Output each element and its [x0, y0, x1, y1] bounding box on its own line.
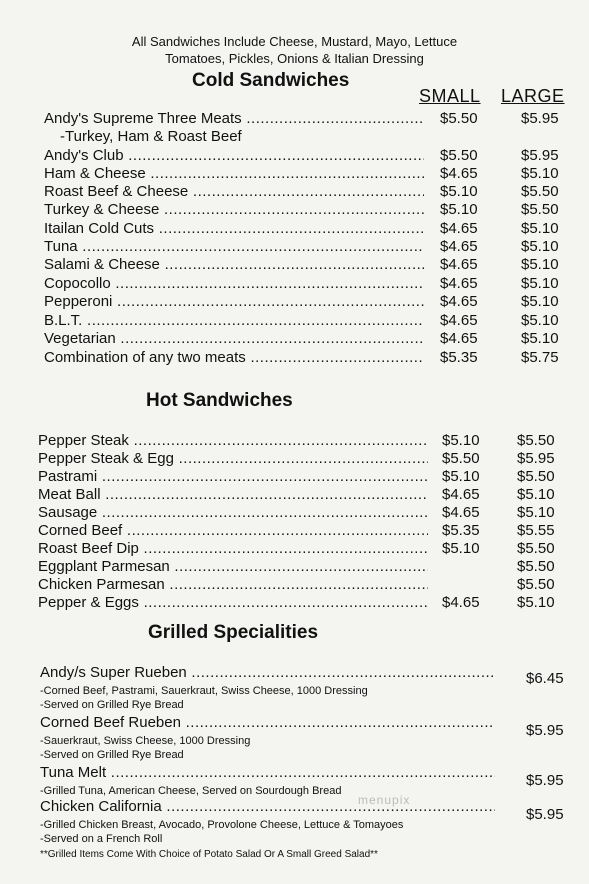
cold-small-price: $4.65 [440, 238, 478, 255]
cold-small-price: $4.65 [440, 293, 478, 310]
grilled-item-detail: -Corned Beef, Pastrami, Sauerkraut, Swiss Cheese, 1000 Dressing [40, 685, 368, 697]
cold-small-price: $5.10 [440, 201, 478, 218]
hot-large-price: $5.95 [517, 450, 555, 467]
hot-small-price: $5.10 [442, 540, 480, 557]
cold-item-row [44, 110, 581, 128]
hot-item-name: Pepper Steak & Egg ..... [38, 450, 428, 468]
cold-large-price: $5.10 [521, 165, 559, 182]
cold-small-price: $5.35 [440, 349, 478, 366]
cold-item-name: Pepperoni ..... [44, 293, 424, 311]
hot-large-price: $5.10 [517, 486, 555, 503]
cold-item-name: Tuna ..... [44, 238, 424, 256]
cold-item-row [44, 220, 581, 238]
cold-item-row [44, 293, 581, 311]
cold-large-price: $5.10 [521, 220, 559, 237]
hot-item-row [38, 504, 577, 522]
cold-small-price: $4.65 [440, 256, 478, 273]
grilled-item-detail: -Served on Grilled Rye Bread [40, 749, 184, 761]
hot-item-name: Roast Beef Dip ..... [38, 540, 428, 558]
cold-item-name: Copocollo ..... [44, 275, 424, 293]
hot-item-name: Eggplant Parmesan ..... [38, 558, 428, 576]
cold-large-price: $5.95 [521, 110, 559, 127]
hot-item-name: Pepper & Eggs ..... [38, 594, 428, 612]
cold-large-price: $5.50 [521, 183, 559, 200]
hot-item-name: Pepper Steak ..... [38, 432, 428, 450]
cold-item-row [44, 165, 581, 183]
hot-small-price: $4.65 [442, 504, 480, 521]
hot-large-price: $5.50 [517, 432, 555, 449]
grilled-item-price: $5.95 [526, 806, 564, 823]
hot-large-price: $5.10 [517, 594, 555, 611]
hot-item-name: Chicken Parmesan ..... [38, 576, 428, 594]
supreme-sub-line: -Turkey, Ham & Roast Beef [60, 128, 242, 145]
hot-item-row [38, 468, 577, 486]
hot-item-name: Corned Beef ..... [38, 522, 428, 540]
cold-small-price: $5.50 [440, 147, 478, 164]
cold-item-name: Andy's Supreme Three Meats ..... [44, 110, 424, 128]
hot-large-price: $5.50 [517, 576, 555, 593]
cold-large-price: $5.75 [521, 349, 559, 366]
cold-small-price: $4.65 [440, 165, 478, 182]
watermark: menupix [358, 793, 411, 807]
grilled-item-price: $5.95 [526, 772, 564, 789]
cold-item-row [44, 238, 581, 256]
hot-item-name: Pastrami ..... [38, 468, 428, 486]
grilled-item-name: Chicken California ..... [40, 798, 495, 816]
cold-item-name: Salami & Cheese ..... [44, 256, 424, 274]
hot-large-price: $5.50 [517, 558, 555, 575]
hot-item-row [38, 576, 577, 594]
hot-small-price: $5.10 [442, 468, 480, 485]
cold-item-name: Ham & Cheese ..... [44, 165, 424, 183]
cold-item-row [44, 312, 581, 330]
grilled-item-row [40, 764, 570, 789]
cold-large-price: $5.10 [521, 256, 559, 273]
cold-large-price: $5.10 [521, 330, 559, 347]
hot-item-row [38, 486, 577, 504]
grilled-item-row [40, 664, 570, 687]
grilled-item-detail: -Grilled Tuna, American Cheese, Served on Sourdough Bread [40, 785, 342, 797]
cold-item-name: Vegetarian ..... [44, 330, 424, 348]
cold-item-name: Roast Beef & Cheese ..... [44, 183, 424, 201]
hot-item-name: Meat Ball ..... [38, 486, 428, 504]
hot-item-name: Sausage ..... [38, 504, 428, 522]
cold-item-row [44, 256, 581, 274]
large-column-header: LARGE [501, 86, 565, 106]
hot-small-price: $4.65 [442, 594, 480, 611]
grilled-specialities-title: Grilled Specialities [148, 622, 319, 643]
hot-large-price: $5.55 [517, 522, 555, 539]
cold-large-price: $5.10 [521, 312, 559, 329]
hot-item-row [38, 450, 577, 468]
cold-small-price: $5.10 [440, 183, 478, 200]
cold-item-row [44, 183, 581, 201]
cold-large-price: $5.95 [521, 147, 559, 164]
grilled-footnote: **Grilled Items Come With Choice of Potato Salad Or A Small Greed Salad** [40, 849, 378, 860]
grilled-item-price: $5.95 [526, 722, 564, 739]
cold-small-price: $4.65 [440, 330, 478, 347]
hot-item-row [38, 594, 577, 612]
hot-small-price: $4.65 [442, 486, 480, 503]
hot-item-row [38, 540, 577, 558]
cold-item-name: B.L.T. ..... [44, 312, 424, 330]
hot-small-price: $5.10 [442, 432, 480, 449]
grilled-item-detail: -Served on a French Roll [40, 833, 163, 845]
cold-small-price: $4.65 [440, 220, 478, 237]
cold-small-price: $4.65 [440, 312, 478, 329]
cold-large-price: $5.10 [521, 238, 559, 255]
hot-large-price: $5.50 [517, 540, 555, 557]
cold-large-price: $5.50 [521, 201, 559, 218]
cold-item-row [44, 147, 581, 165]
hot-item-row [38, 432, 577, 450]
cold-large-price: $5.10 [521, 293, 559, 310]
cold-small-price: $5.50 [440, 110, 478, 127]
cold-item-name: Itailan Cold Cuts ..... [44, 220, 424, 238]
hot-sandwiches-title: Hot Sandwiches [146, 390, 293, 411]
hot-large-price: $5.10 [517, 504, 555, 521]
cold-item-row [44, 349, 581, 367]
grilled-item-row [40, 798, 570, 823]
cold-item-row [44, 201, 581, 219]
grilled-item-name: Corned Beef Rueben ..... [40, 714, 495, 732]
cold-item-row [44, 330, 581, 348]
intro-line-1: All Sandwiches Include Cheese, Mustard, Mayo, Lettuce [131, 34, 458, 49]
hot-small-price: $5.50 [442, 450, 480, 467]
grilled-item-name: Andy/s Super Rueben ..... [40, 664, 495, 682]
hot-item-row [38, 558, 577, 576]
hot-item-row [38, 522, 577, 540]
grilled-item-detail: -Served on Grilled Rye Bread [40, 699, 184, 711]
hot-large-price: $5.50 [517, 468, 555, 485]
grilled-item-detail: -Grilled Chicken Breast, Avocado, Provolone Cheese, Lettuce & Tomayoes [40, 819, 404, 831]
cold-item-row [44, 275, 581, 293]
cold-item-name: Turkey & Cheese ..... [44, 201, 424, 219]
cold-large-price: $5.10 [521, 275, 559, 292]
cold-item-name: Andy's Club ..... [44, 147, 424, 165]
grilled-item-name: Tuna Melt ..... [40, 764, 495, 782]
hot-small-price: $5.35 [442, 522, 480, 539]
cold-small-price: $4.65 [440, 275, 478, 292]
cold-sandwiches-title: Cold Sandwiches [192, 70, 350, 91]
cold-item-name: Combination of any two meats ..... [44, 349, 424, 367]
grilled-item-row [40, 714, 570, 739]
grilled-item-detail: -Sauerkraut, Swiss Cheese, 1000 Dressing [40, 735, 251, 747]
intro-line-2: Tomatoes, Pickles, Onions & Italian Dressing [165, 51, 424, 66]
grilled-item-price: $6.45 [526, 670, 564, 687]
small-column-header: SMALL [419, 86, 481, 106]
